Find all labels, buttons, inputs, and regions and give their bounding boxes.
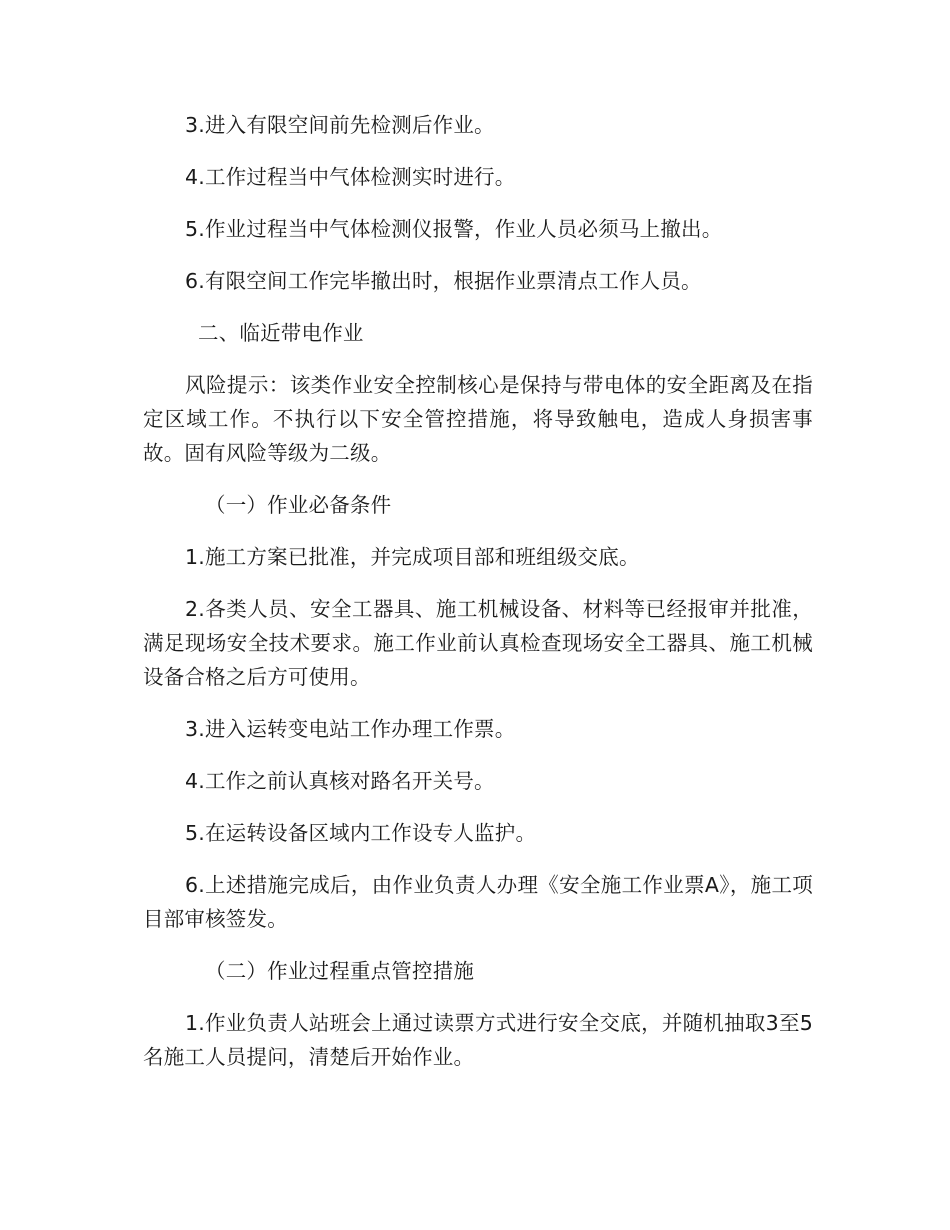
control-measure-item-1: 1.作业负责人站班会上通过读票方式进行安全交底，并随机抽取3至5名施工人员提问，清楚后开始作业。 [143, 1011, 813, 1069]
subsection-heading-1: （一）作业必备条件 [205, 493, 392, 517]
condition-item-6: 6.上述措施完成后，由作业负责人办理《安全施工作业票A》，施工项目部审核签发。 [143, 873, 813, 931]
risk-notice-paragraph: 风险提示：该类作业安全控制核心是保持与带电体的安全距离及在指定区域工作。不执行以下安全管控措施，将导致触电，造成人身损害事故。固有风险等级为二级。 [143, 373, 813, 465]
condition-item-4: 4.工作之前认真核对路名开关号。 [185, 769, 495, 793]
subsection-heading-2: （二）作业过程重点管控措施 [205, 959, 475, 983]
condition-item-1: 1.施工方案已批准，并完成项目部和班组级交底。 [185, 545, 640, 569]
paragraph-item-6: 6.有限空间工作完毕撤出时，根据作业票清点工作人员。 [185, 269, 702, 293]
condition-item-3: 3.进入运转变电站工作办理工作票。 [185, 717, 516, 741]
paragraph-item-5: 5.作业过程当中气体检测仪报警，作业人员必须马上撤出。 [185, 217, 723, 241]
condition-item-2: 2.各类人员、安全工器具、施工机械设备、材料等已经报审并批准，满足现场安全技术要求。施工作业前认真检查现场安全工器具、施工机械设备合格之后方可使用。 [143, 597, 813, 689]
document-body [143, 108, 813, 1074]
condition-item-5: 5.在运转设备区域内工作设专人监护。 [185, 821, 537, 845]
section-heading-2: 二、临近带电作业 [198, 321, 364, 345]
paragraph-item-3: 3.进入有限空间前先检测后作业。 [185, 113, 495, 137]
paragraph-item-4: 4.工作过程当中气体检测实时进行。 [185, 165, 516, 189]
